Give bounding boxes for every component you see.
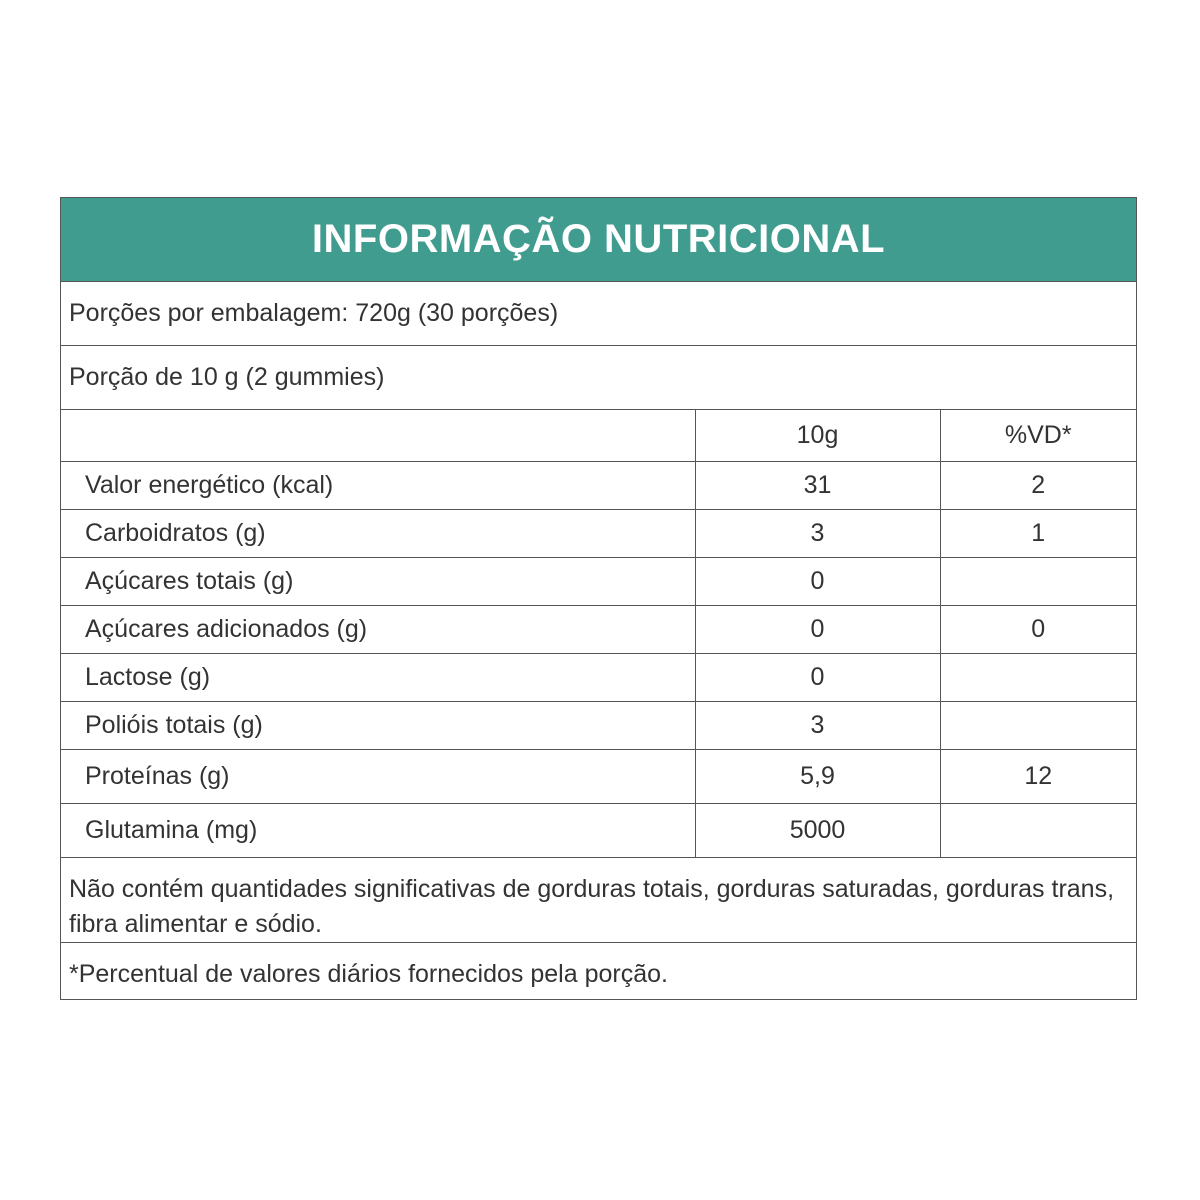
nutrient-name: Proteínas (g) bbox=[61, 749, 695, 803]
table-row bbox=[61, 653, 1136, 701]
nutrient-name: Carboidratos (g) bbox=[61, 509, 695, 557]
nutrition-facts-panel bbox=[60, 197, 1137, 1000]
table-row bbox=[61, 605, 1136, 653]
table-row bbox=[61, 749, 1136, 803]
column-header-nutrient bbox=[61, 410, 695, 461]
servings-per-package: Porções por embalagem: 720g (30 porções) bbox=[61, 282, 1136, 346]
nutrient-name: Valor energético (kcal) bbox=[61, 461, 695, 509]
table-header-row bbox=[61, 410, 1136, 461]
nutrient-dv bbox=[940, 653, 1136, 701]
nutrient-amount: 5,9 bbox=[695, 749, 940, 803]
nutrient-name: Glutamina (mg) bbox=[61, 803, 695, 857]
daily-value-footnote: *Percentual de valores diários fornecidos pela porção. bbox=[69, 959, 668, 988]
nutrient-dv: 2 bbox=[940, 461, 1136, 509]
nutrient-name: Açúcares totais (g) bbox=[61, 557, 695, 605]
nutrient-dv: 1 bbox=[940, 509, 1136, 557]
nutrient-name: Açúcares adicionados (g) bbox=[61, 605, 695, 653]
nutrient-name: Lactose (g) bbox=[61, 653, 695, 701]
nutrient-amount: 0 bbox=[695, 653, 940, 701]
table-row bbox=[61, 557, 1136, 605]
nutrition-header bbox=[61, 198, 1136, 282]
table-row bbox=[61, 509, 1136, 557]
nutrient-dv: 0 bbox=[940, 605, 1136, 653]
column-header-amount: 10g bbox=[695, 410, 940, 461]
table-row bbox=[61, 803, 1136, 857]
column-header-dv: %VD* bbox=[940, 410, 1136, 461]
nutrient-amount: 31 bbox=[695, 461, 940, 509]
nutrient-amount: 0 bbox=[695, 605, 940, 653]
nutrient-name: Polióis totais (g) bbox=[61, 701, 695, 749]
insignificant-nutrients-note: Não contém quantidades significativas de gorduras totais, gorduras saturadas, gorduras trans, fibra alimentar e sódio. bbox=[61, 858, 1136, 943]
nutrition-title: INFORMAÇÃO NUTRICIONAL bbox=[311, 217, 886, 261]
nutrient-amount: 5000 bbox=[695, 803, 940, 857]
nutrient-amount: 3 bbox=[695, 509, 940, 557]
serving-size: Porção de 10 g (2 gummies) bbox=[61, 346, 1136, 410]
table-row bbox=[61, 701, 1136, 749]
nutrient-dv: 12 bbox=[940, 749, 1136, 803]
nutrient-amount: 3 bbox=[695, 701, 940, 749]
nutrient-dv bbox=[940, 701, 1136, 749]
table-row bbox=[61, 461, 1136, 509]
nutrient-dv bbox=[940, 803, 1136, 857]
nutrient-dv bbox=[940, 557, 1136, 605]
nutrient-amount: 0 bbox=[695, 557, 940, 605]
nutrition-table bbox=[61, 410, 1136, 858]
